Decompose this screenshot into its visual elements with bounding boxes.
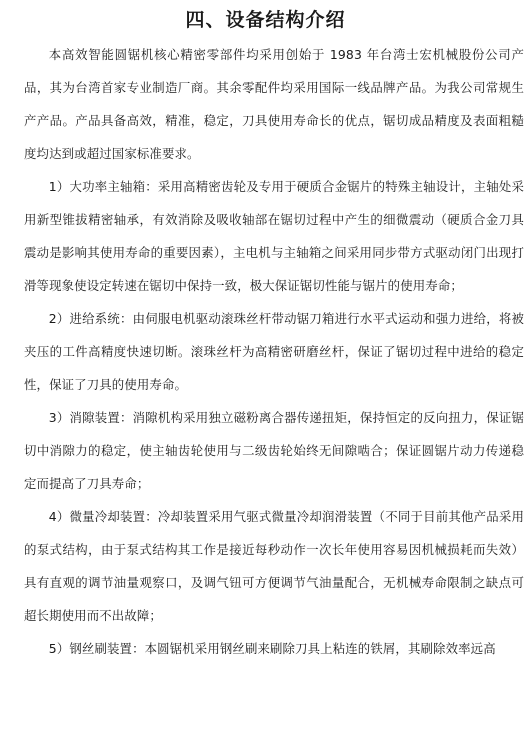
micro-cooling-paragraph: 4）微量冷却装置：冷却装置采用气驱式微量冷却润滑装置（不同于目前其他产品采用的泵式结构，由于泵式结构其工作是接近每秒动作一次长年使用容易因机械损耗而失效）具有直观的调节油量观察口，及调气钮可方便调节气油量配合，无机械寿命限制之缺点可超长期使用而不出故障； [24,509,524,623]
document-body [24,38,524,665]
wire-brush-paragraph: 5）钢丝刷装置：本圆锯机采用钢丝刷来刷除刀具上粘连的铁屑，其刷除效率远高 [48,641,496,656]
feed-system-paragraph: 2）进给系统：由伺服电机驱动滚珠丝杆带动锯刀箱进行水平式运动和强力进给，将被夹压的工件高精度快速切断。滚珠丝杆为高精密研磨丝杆，保证了锯切过程中进给的稳定性，保证了刀具的使用寿命。 [24,311,524,392]
spindle-box-paragraph: 1）大功率主轴箱：采用高精密齿轮及专用于硬质合金锯片的特殊主轴设计，主轴处采用新型锥拔精密轴承，有效消除及吸收轴部在锯切过程中产生的细微震动（硬质合金刀具震动是影响其使用寿命的重要因素），主电机与主轴箱之间采用同步带方式驱动闭门出现打滑等现象使设定转速在锯切中保持一致，极大保证锯切性能与锯片的使用寿命； [24,179,524,293]
backlash-device-paragraph: 3）消隙装置：消隙机构采用独立磁粉离合器传递扭矩，保持恒定的反向扭力，保证锯切中消隙力的稳定，使主轴齿轮使用与二级齿轮始终无间隙啮合；保证圆锯片动力传递稳定而提高了刀具寿命； [24,410,524,491]
intro-paragraph: 本高效智能圆锯机核心精密零部件均采用创始于 1983 年台湾士宏机械股份公司产品，其为台湾首家专业制造厂商。其余零配件均采用国际一线品牌产品。为我公司常规生产产品。产品具备高效，精准，稳定，刀具使用寿命长的优点，锯切成品精度及表面粗糙度均达到或超过国家标准要求。 [24,47,524,161]
section-title: 四、设备结构介绍 [185,9,346,31]
